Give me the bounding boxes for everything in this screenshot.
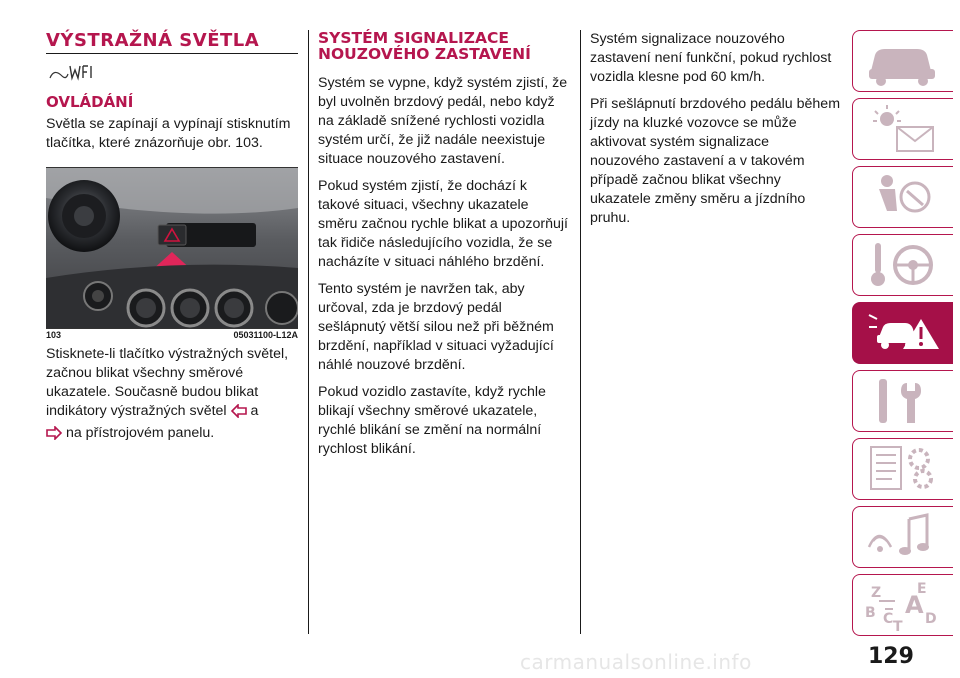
column-divider — [580, 30, 581, 634]
tab-warning-lights[interactable] — [852, 98, 953, 160]
tab-multimedia[interactable] — [852, 506, 953, 568]
figure-number: 103 — [46, 330, 62, 340]
wrench-icon — [865, 375, 945, 427]
ess-paragraph: Pokud systém zjistí, že dochází k takové situaci, všechny ukazatele směru začnou rychle blikat a upozorňují tak řidiče následujícího vozidla, že se nacházíte v situaci náhlého brzdění. — [318, 178, 568, 270]
dashboard-photo — [46, 167, 298, 328]
index-letter: D — [925, 611, 937, 627]
tab-starting-driving[interactable] — [852, 234, 953, 296]
hazard-body-part1: Stisknete-li tlačítko výstražných světel, začnou blikat všechny směrové ukazatele. Současně budou blikat indikátory výstražných světel — [46, 346, 289, 419]
page-title: VÝSTRAŽNÁ SVĚTLA — [46, 30, 298, 54]
key-steering-icon — [865, 239, 945, 291]
tab-safety[interactable] — [852, 166, 953, 228]
index-icon — [865, 579, 945, 631]
ess-paragraph: Pokud vozidlo zastavíte, když rychle blikají všechny směrové ukazatele, rychlé blikání se změní na normální rychlost blikání. — [318, 384, 546, 457]
hazard-body-and: a — [250, 403, 259, 419]
ess-paragraph: Systém se vypne, když systém zjistí, že byl uvolněn brzdový pedál, nebo když na základě snížené rychlosti vozidla systém určí, že již nadále neexistuje situace nouzového zastavení. — [318, 75, 568, 167]
index-letter: C — [883, 611, 894, 627]
hazard-body-text — [46, 345, 298, 446]
ess-heading: SYSTÉM SIGNALIZACE NOUZOVÉHO ZASTAVENÍ — [318, 29, 531, 63]
index-letter: T — [893, 619, 903, 631]
figure-code: 05031100-L12A — [233, 330, 298, 340]
index-letter: E — [917, 581, 927, 597]
index-letter: A — [905, 591, 924, 619]
watermark: carmanualsonline.info — [520, 650, 752, 674]
tab-maintenance[interactable] — [852, 370, 953, 432]
tab-technical-specifications[interactable] — [852, 438, 953, 500]
tab-in-an-emergency[interactable] — [852, 302, 953, 364]
multimedia-icon — [865, 511, 945, 563]
index-letter: B — [865, 605, 876, 621]
tab-vehicle-knowledge[interactable] — [852, 30, 953, 92]
ess-paragraph: Tento systém je navržen tak, aby určoval, zda je brzdový pedál sešlápnutý větší silou než při běžném brzdění, například v situaci vyžadující náhlé nouzové brzdění. — [318, 281, 554, 373]
chapter-tabs — [852, 30, 960, 642]
index-letter: Z — [871, 585, 882, 601]
tab-index[interactable] — [852, 574, 953, 636]
figure-caption — [46, 328, 298, 340]
column-divider — [308, 30, 309, 634]
section-heading-controls: OVLÁDÁNÍ — [46, 93, 134, 111]
middle-column — [318, 30, 570, 467]
figure-103 — [46, 167, 298, 339]
intro-text: Světla se zapínají a vypínají stisknutím tlačítka, které znázorňuje obr. 103. — [46, 116, 291, 151]
emergency-icon — [865, 307, 945, 359]
turn-indicator-left-icon — [231, 404, 247, 424]
hazard-symbol-icon — [48, 62, 298, 89]
right-column — [590, 30, 842, 236]
ess-note-paragraph: Při sešlápnutí brzdového pedálu během jízdy na kluzké vozovce se může aktivovat systém signalizace nouzového zastavení a v takovém případě začnou blikat všechny ukazatele změny směru a jízdního pruhu. — [590, 96, 841, 226]
page-number: 129 — [868, 644, 914, 669]
car-dashboard-icon — [865, 35, 945, 87]
hazard-body-part2: na přístrojovém panelu. — [65, 425, 215, 441]
specifications-icon — [865, 443, 945, 495]
turn-indicator-right-icon — [46, 426, 62, 446]
ess-note-paragraph: Systém signalizace nouzového zastavení není funkční, pokud rychlost vozidla klesne pod 60 km/h. — [590, 31, 832, 85]
seatbelt-airbag-icon — [865, 171, 945, 223]
left-column — [46, 30, 298, 454]
warning-lights-icon — [865, 103, 945, 155]
